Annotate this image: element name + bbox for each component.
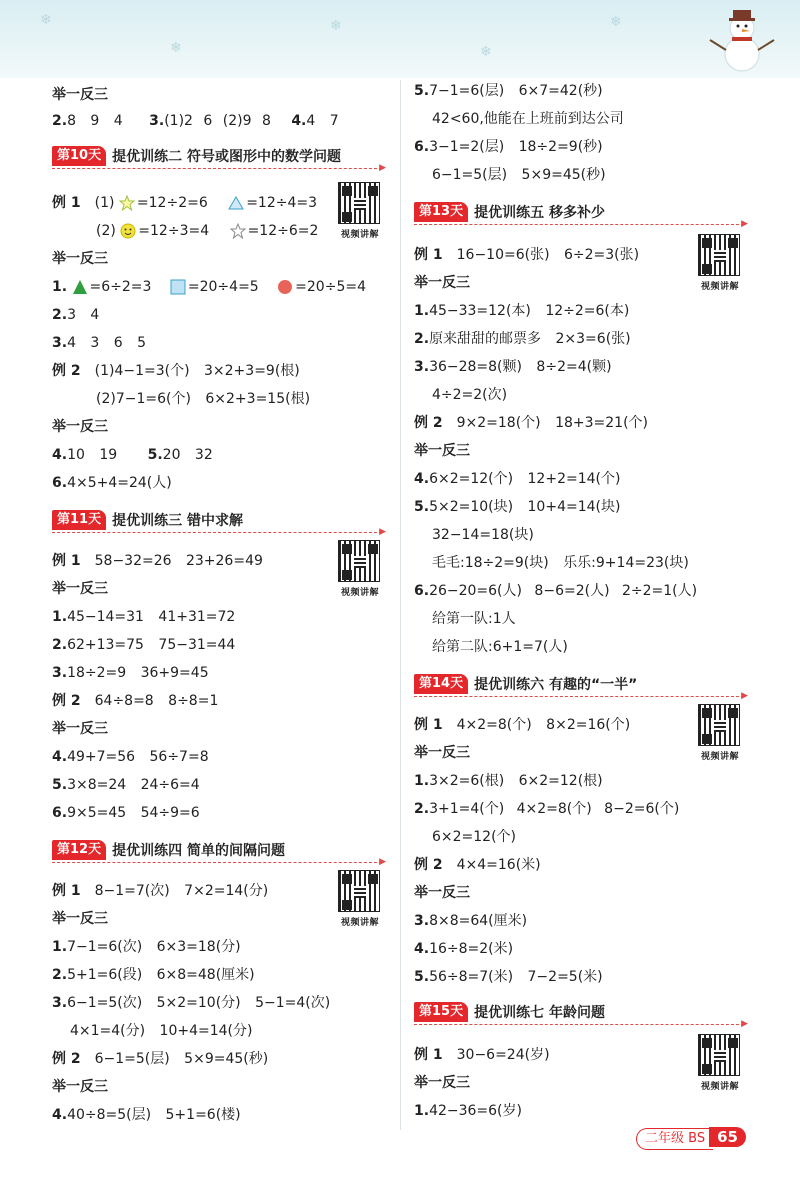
section-header-day11: 第11天 提优训练三 错中求解 ▶ [52,510,382,533]
section-heading: 举一反三 [414,275,470,291]
answer-line: 4.10 19 5.20 32 [52,447,213,463]
answer-line: 2.5+1=6(段) 6×8=48(厘米) [52,967,255,983]
example-line: 例 2 9×2=18(个) 18+3=21(个) [414,415,649,431]
example-line: (2) =12÷3=4 =12÷6=2 [96,223,319,239]
answer-line: 给第二队:6+1=7(人) [432,639,568,655]
answer-line: 6.4×5+4=24(人) [52,475,172,491]
section-header-day15: 第15天 提优训练七 年龄问题 ▶ [414,1002,744,1025]
qr-code[interactable]: 视频讲解 [698,1034,742,1092]
circle-icon [277,279,293,295]
answer-line: 1. =6÷2=3 =20÷4=5 =20÷5=4 [52,279,366,295]
example-line: 例 1 58−32=26 23+26=49 [52,553,263,569]
snowflake-icon: ❄ [40,12,52,28]
qr-code[interactable]: 视频讲解 [338,870,382,928]
answer-line: 5.3×8=24 24÷6=4 [52,777,200,793]
star-outline-icon [230,223,246,239]
section-header-day12: 第12天 提优训练四 简单的间隔问题 ▶ [52,840,382,863]
answer-line: 6×2=12(个) [432,829,517,845]
section-heading: 举一反三 [414,885,470,901]
answer-line: 5.7−1=6(层) 6×7=42(秒) [414,83,603,99]
answer-line: 3.6−1=5(次) 5×2=10(分) 5−1=4(次) [52,995,331,1011]
section-header-day13: 第13天 提优训练五 移多补少 ▶ [414,202,744,225]
qr-code[interactable]: 视频讲解 [338,182,382,240]
answer-line: 1.45−14=31 41+31=72 [52,609,236,625]
answer-line: 5.5×2=10(块) 10+4=14(块) [414,499,621,515]
qr-code[interactable]: 视频讲解 [338,540,382,598]
answer-line: 4.49+7=56 56÷7=8 [52,749,209,765]
answer-line: 4÷2=2(次) [432,387,508,403]
triangle-icon [228,195,244,211]
answer-line: 毛毛:18÷2=9(块) 乐乐:9+14=23(块) [432,555,689,571]
example-line: 例 1 8−1=7(次) 7×2=14(分) [52,883,269,899]
example-line: 例 1 30−6=24(岁) [414,1047,550,1063]
snowflake-icon: ❄ [170,40,182,56]
star-icon [119,195,135,211]
qr-code[interactable]: 视频讲解 [698,704,742,762]
page-footer [636,1127,746,1149]
smiley-icon [120,223,136,239]
answer-line: 4.40÷8=5(层) 5+1=6(楼) [52,1107,241,1123]
answer-line: 给第一队:1人 [432,611,516,627]
answer-line: 3.36−28=8(颗) 8÷2=4(颗) [414,359,612,375]
example-line: 例 1 16−10=6(张) 6÷2=3(张) [414,247,640,263]
answer-line: 3.4 3 6 5 [52,335,147,351]
answer-line: 1.7−1=6(次) 6×3=18(分) [52,939,241,955]
answer-line: 42<60,他能在上班前到达公司 [432,111,624,127]
answer-line: 4×1=4(分) 10+4=14(分) [70,1023,253,1039]
answer-line: 1.42−36=6(岁) [414,1103,522,1119]
answer-line: 6.3−1=2(层) 18÷2=9(秒) [414,139,603,155]
example-line: 例 2 6−1=5(层) 5×9=45(秒) [52,1051,269,1067]
example-line: 例 2 64÷8=8 8÷8=1 [52,693,219,709]
section-heading: 举一反三 [52,1079,108,1095]
answer-line: 1.3×2=6(根) 6×2=12(根) [414,773,603,789]
answer-line: 6.9×5=45 54÷9=6 [52,805,200,821]
section-header-day14: 第14天 提优训练六 有趣的“一半” ▶ [414,674,744,697]
example-line: (2)7−1=6(个) 6×2+3=15(根) [96,391,311,407]
answer-line: 6−1=5(层) 5×9=45(秒) [432,167,606,183]
section-heading: 举一反三 [52,419,108,435]
answer-line: 3.18÷2=9 36+9=45 [52,665,209,681]
answer-line: 5.56÷8=7(米) 7−2=5(米) [414,969,603,985]
answer-line: 4.6×2=12(个) 12+2=14(个) [414,471,621,487]
example-line: 例 1 4×2=8(个) 8×2=16(个) [414,717,631,733]
example-line: 例 2 4×4=16(米) [414,857,541,873]
section-heading: 举一反三 [414,443,470,459]
section-heading: 举一反三 [52,911,108,927]
answer-line: 2.3+1=4(个) 4×2=8(个) 8−2=6(个) [414,801,680,817]
header-decoration [0,0,800,78]
qr-code[interactable]: 视频讲解 [698,234,742,292]
section-heading: 举一反三 [52,581,108,597]
grade-label: 二年级 BS [636,1128,713,1150]
answer-line: 2.62+13=75 75−31=44 [52,637,236,653]
column-divider [400,80,401,1130]
answer-line: 2.3 4 [52,307,100,323]
answer-line: 2.8 9 4 3.(1)2 6 (2)9 8 4.4 7 [52,113,339,129]
answer-line: 6.26−20=6(人) 8−6=2(人) 2÷2=1(人) [414,583,698,599]
example-line: 例 1 (1) =12÷2=6 =12÷4=3 [52,195,318,211]
square-icon [170,279,186,295]
snowman-icon [706,4,778,74]
section-heading: 举一反三 [52,87,108,103]
example-line: 例 2 (1)4−1=3(个) 3×2+3=9(根) [52,363,300,379]
snowflake-icon: ❄ [480,44,492,60]
green-triangle-icon [72,279,88,295]
section-header-day10: 第10天 提优训练二 符号或图形中的数学问题 ▶ [52,146,382,169]
snowflake-icon: ❄ [330,18,342,34]
section-heading: 举一反三 [414,1075,470,1091]
page-number: 65 [709,1127,746,1147]
answer-line: 1.45−33=12(本) 12÷2=6(本) [414,303,630,319]
answer-line: 4.16÷8=2(米) [414,941,514,957]
answer-line: 2.原来甜甜的邮票多 2×3=6(张) [414,331,631,347]
snowflake-icon: ❄ [610,14,622,30]
section-heading: 举一反三 [414,745,470,761]
section-heading: 举一反三 [52,251,108,267]
answer-line: 32−14=18(块) [432,527,534,543]
section-heading: 举一反三 [52,721,108,737]
answer-line: 3.8×8=64(厘米) [414,913,528,929]
